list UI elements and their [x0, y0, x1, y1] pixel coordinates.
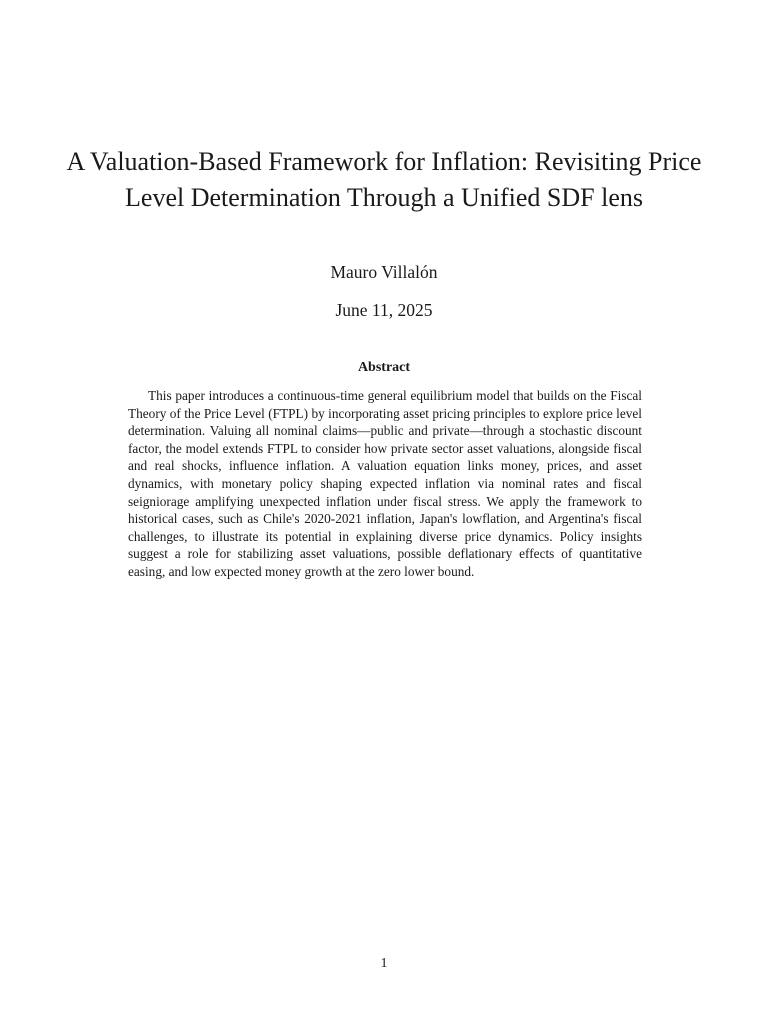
- publication-date: June 11, 2025: [335, 300, 433, 320]
- author-name: Mauro Villalón: [330, 262, 438, 282]
- page-number: 1: [380, 956, 388, 971]
- paper-title: A Valuation-Based Framework for Inflation: Revisiting Price Level Determination Through a Unified SDF lens: [66, 147, 702, 212]
- abstract-body: This paper introduces a continuous-time general equilibrium model that builds on the Fiscal Theory of the Price Level (FTPL) by incorporating asset pricing principles to explore price level determination. Valuing all nominal claims—public and private—through a stochastic discount factor, the model extends FTPL to consider how private sector asset valuations, alongside fiscal and real shocks, influence inflation. A valuation equation links money, prices, and asset dynamics, with monetary policy shaping expected inflation via nominal rates and fiscal seigniorage amplifying unexpected inflation under fiscal stress. We apply the framework to historical cases, such as Chile's 2020-2021 inflation, Japan's lowflation, and Argentina's fiscal challenges, to illustrate its potential in explaining diverse price dynamics. Policy insights suggest a role for stabilizing asset valuations, possible deflationary effects of quantitative easing, and low expected money growth at the zero lower bound.: [128, 388, 642, 579]
- abstract-heading: Abstract: [357, 360, 411, 375]
